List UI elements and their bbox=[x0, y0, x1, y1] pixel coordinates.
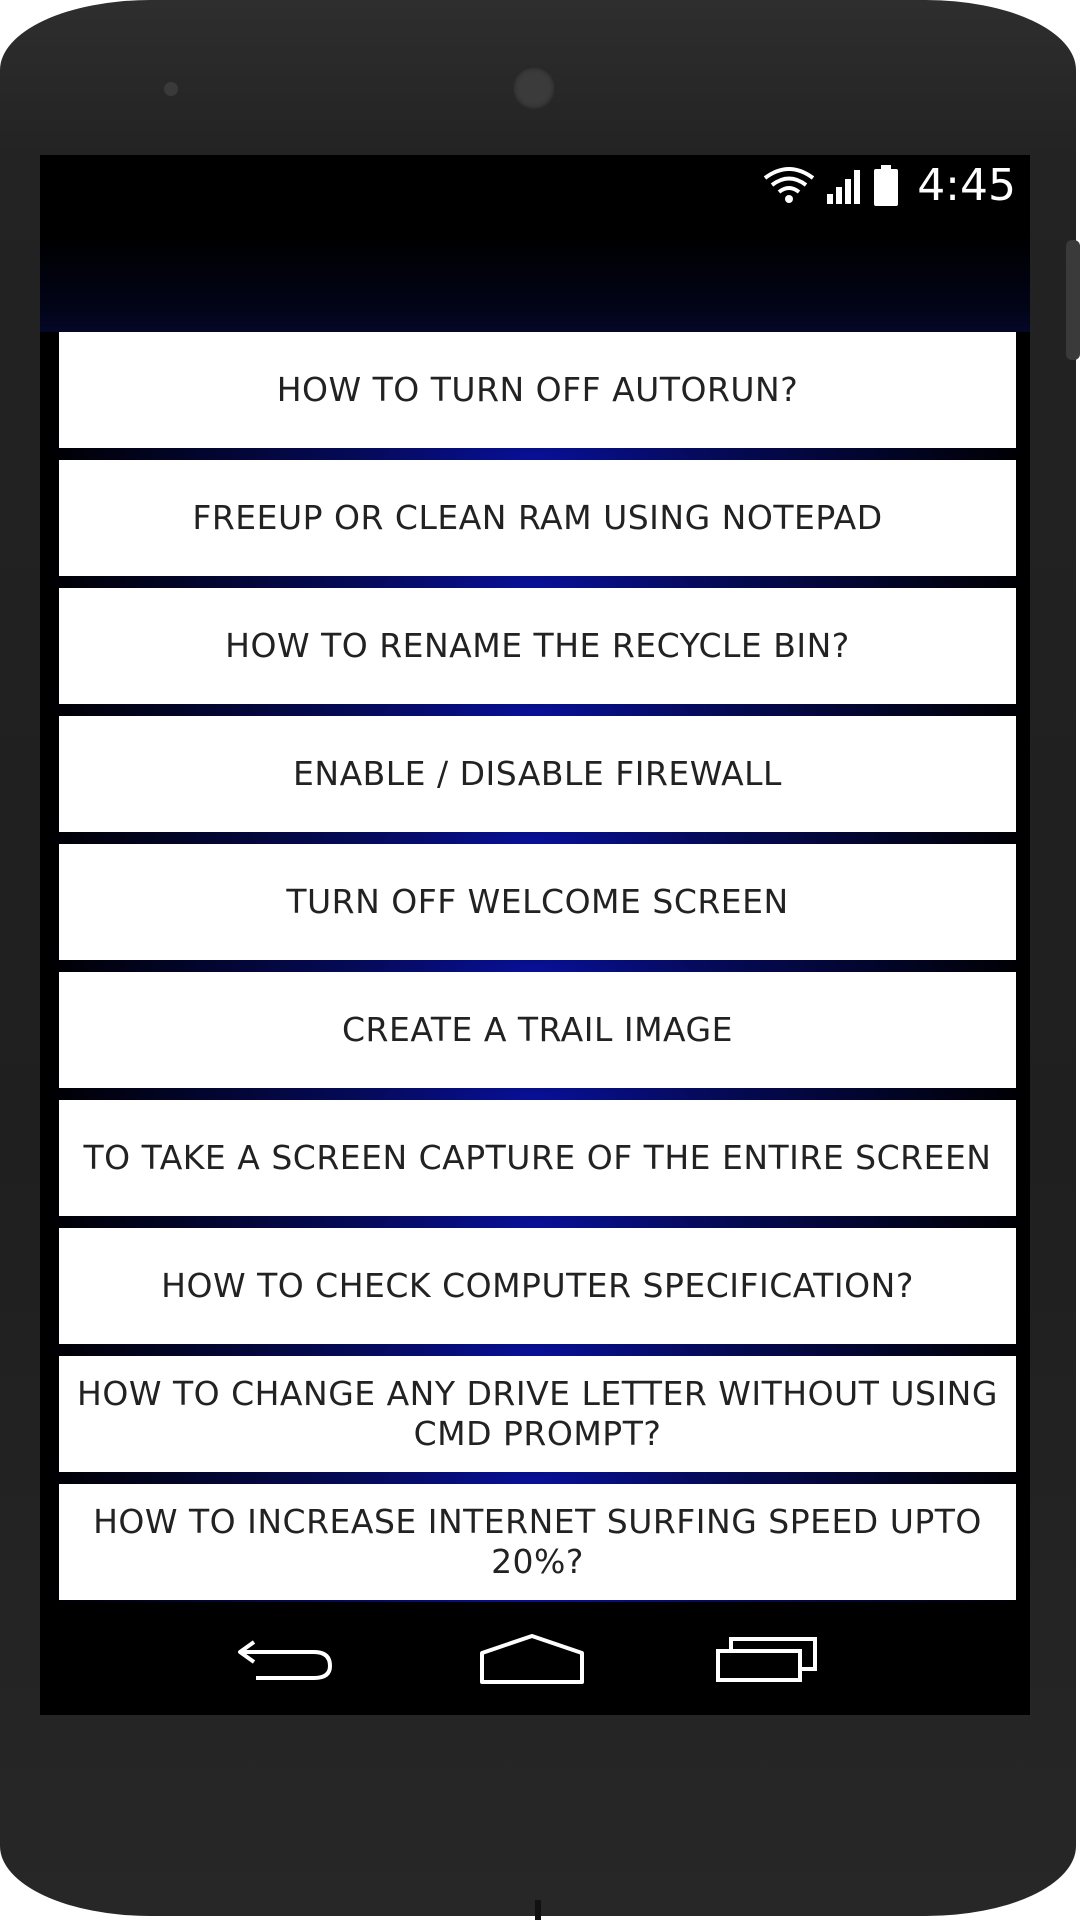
recents-icon bbox=[715, 1635, 819, 1683]
recents-button[interactable] bbox=[667, 1602, 867, 1715]
wifi-icon bbox=[761, 166, 817, 206]
menu-item-label: FREEUP OR CLEAN RAM USING NOTEPAD bbox=[192, 498, 883, 537]
menu-item-label: TURN OFF WELCOME SCREEN bbox=[286, 882, 789, 921]
signal-icon bbox=[825, 166, 865, 206]
menu-item-button[interactable] bbox=[59, 1228, 1016, 1344]
list-item bbox=[40, 972, 1030, 1100]
list-item bbox=[40, 1100, 1030, 1228]
menu-item-button[interactable] bbox=[59, 588, 1016, 704]
list-item bbox=[40, 1356, 1030, 1484]
list-item bbox=[40, 716, 1030, 844]
menu-item-label: ENABLE / DISABLE FIREWALL bbox=[293, 754, 782, 793]
battery-icon bbox=[873, 165, 899, 207]
home-icon bbox=[479, 1633, 585, 1685]
menu-item-label: CREATE A TRAIL IMAGE bbox=[342, 1010, 733, 1049]
front-camera bbox=[512, 66, 556, 110]
side-button bbox=[1066, 240, 1080, 360]
menu-item-label: TO TAKE A SCREEN CAPTURE OF THE ENTIRE SCREEN bbox=[83, 1138, 992, 1177]
list-item bbox=[40, 332, 1030, 460]
back-button[interactable] bbox=[186, 1602, 386, 1715]
menu-item-button[interactable] bbox=[59, 972, 1016, 1088]
back-icon bbox=[236, 1634, 336, 1684]
menu-item-button[interactable] bbox=[59, 1484, 1016, 1600]
menu-list bbox=[40, 332, 1030, 1612]
list-item bbox=[40, 460, 1030, 588]
status-bar bbox=[40, 155, 1030, 215]
menu-item-label: HOW TO CHECK COMPUTER SPECIFICATION? bbox=[161, 1266, 914, 1305]
menu-item-label: HOW TO RENAME THE RECYCLE BIN? bbox=[225, 626, 850, 665]
list-item bbox=[40, 1228, 1030, 1356]
list-item bbox=[40, 588, 1030, 716]
status-icons bbox=[761, 161, 1016, 211]
menu-item-button[interactable] bbox=[59, 460, 1016, 576]
frame-seam bbox=[535, 1900, 541, 1920]
home-button[interactable] bbox=[432, 1602, 632, 1715]
menu-item-button[interactable] bbox=[59, 844, 1016, 960]
menu-item-button[interactable] bbox=[59, 1356, 1016, 1472]
menu-item-label: HOW TO INCREASE INTERNET SURFING SPEED UPTO 20%? bbox=[93, 1502, 982, 1581]
sensor-dot bbox=[164, 82, 178, 96]
list-item bbox=[40, 844, 1030, 972]
menu-item-button[interactable] bbox=[59, 332, 1016, 448]
navigation-bar bbox=[40, 1602, 1030, 1715]
screen bbox=[40, 155, 1030, 1715]
status-time: 4:45 bbox=[917, 160, 1016, 211]
list-item bbox=[40, 1484, 1030, 1612]
menu-item-label: HOW TO CHANGE ANY DRIVE LETTER WITHOUT USING CMD PROMPT? bbox=[77, 1374, 998, 1453]
menu-item-button[interactable] bbox=[59, 1100, 1016, 1216]
menu-item-button[interactable] bbox=[59, 716, 1016, 832]
menu-item-label: HOW TO TURN OFF AUTORUN? bbox=[276, 370, 799, 409]
